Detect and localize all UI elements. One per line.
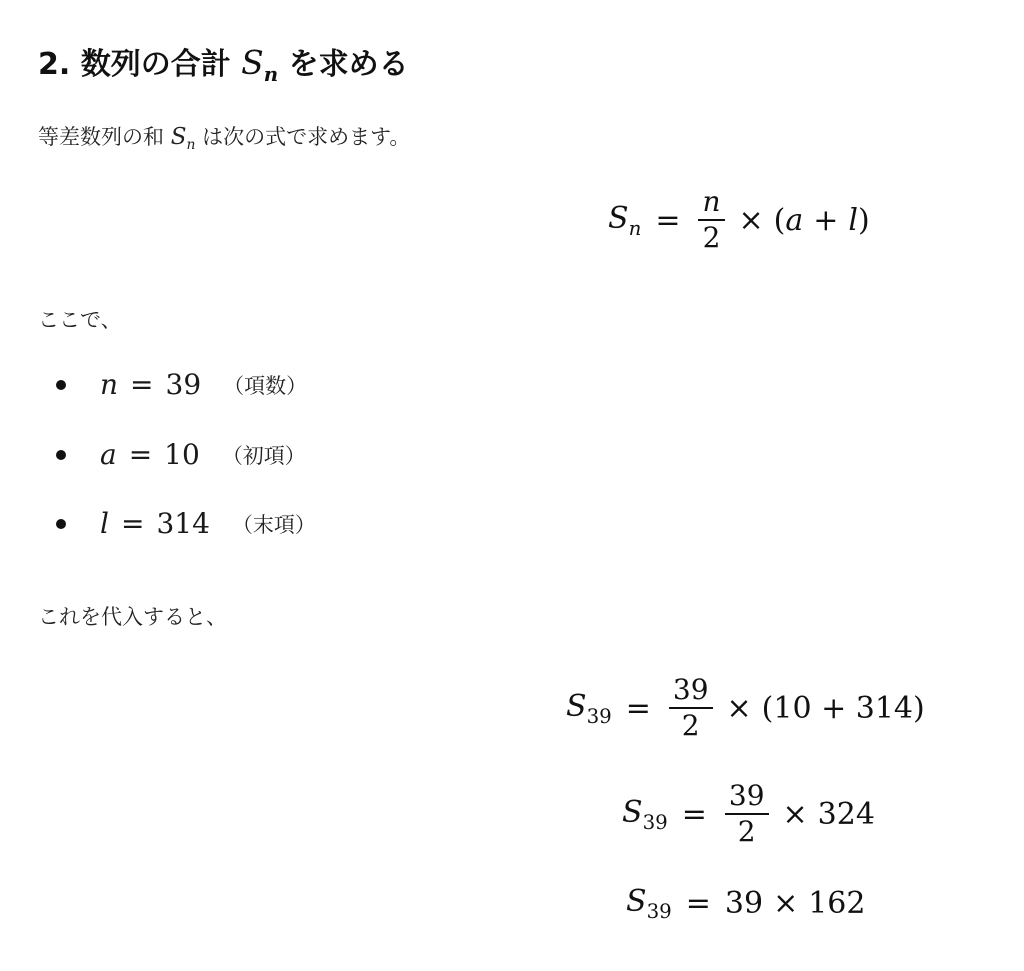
step3-lhs-var: S <box>626 884 647 919</box>
equation-step-2 <box>622 780 875 848</box>
definition-var: n <box>100 368 119 401</box>
formula-paren-group <box>774 203 870 238</box>
step3-factor-b: 162 <box>808 885 866 921</box>
list-item <box>56 438 306 471</box>
step3-factor-a: 39 <box>724 885 764 921</box>
step1-lhs <box>566 689 612 728</box>
step3-lhs-sub: 39 <box>646 899 672 923</box>
definition-note: （初項） <box>221 443 306 468</box>
heading-var: S <box>241 43 264 82</box>
step3-times: × <box>773 885 799 921</box>
intro-suffix: は次の式で求めます。 <box>202 125 411 149</box>
formula-a: a <box>785 202 804 238</box>
intro-var: S <box>170 124 187 150</box>
step3-lhs <box>626 884 672 923</box>
step2-lhs <box>622 795 668 834</box>
formula-lhs-sub: n <box>628 216 642 240</box>
step2-frac-den: 2 <box>737 815 756 848</box>
intro-sub: n <box>186 136 196 153</box>
definition-var: l <box>100 507 109 540</box>
section-heading <box>38 40 409 97</box>
step2-fraction <box>725 780 769 848</box>
step3-equals: = <box>685 885 711 921</box>
bullet-icon <box>56 380 66 390</box>
substitute-text: これを代入すると、 <box>38 605 227 629</box>
step1-frac-num: 39 <box>672 673 709 706</box>
step2-times: × <box>782 796 808 832</box>
formula-l: l <box>848 202 858 238</box>
step1-frac-den: 2 <box>681 709 700 742</box>
definition-note: （末項） <box>231 512 316 537</box>
formula-frac-num: n <box>702 185 721 218</box>
heading-prefix: 2. 数列の合計 <box>38 47 231 82</box>
sum-formula <box>608 186 870 254</box>
step1-fraction <box>669 674 713 742</box>
step1-equals: = <box>625 690 651 726</box>
step2-rhs: 324 <box>817 796 875 832</box>
step1-lhs-sub: 39 <box>586 704 612 728</box>
formula-times: × <box>738 202 764 238</box>
bullet-icon <box>56 450 66 460</box>
list-item <box>56 368 307 401</box>
heading-suffix: を求める <box>288 47 409 82</box>
definition-equation <box>100 438 200 471</box>
definition-equation <box>100 507 210 540</box>
formula-paren-close: ) <box>858 202 870 238</box>
list-item <box>56 507 316 540</box>
step1-rhs: (10 + 314) <box>761 690 925 726</box>
formula-frac-den: 2 <box>702 221 721 254</box>
definition-equals: = <box>120 507 145 540</box>
step2-lhs-var: S <box>622 794 643 830</box>
bullet-icon <box>56 519 66 529</box>
definition-note: （項数） <box>223 373 308 398</box>
intro-paragraph <box>38 122 410 160</box>
equation-step-3 <box>626 884 865 923</box>
equation-step-1 <box>566 674 925 742</box>
step2-frac-num: 39 <box>728 779 765 812</box>
formula-lhs <box>608 201 641 240</box>
step1-times: × <box>726 690 752 726</box>
formula-paren-open: ( <box>773 202 786 238</box>
step1-lhs-var: S <box>566 688 587 724</box>
definition-value: 314 <box>156 507 210 540</box>
intro-prefix: 等差数列の和 <box>38 125 164 149</box>
definition-equals: = <box>130 368 154 401</box>
where-text: ここで、 <box>38 308 122 332</box>
heading-sub: n <box>263 61 279 86</box>
formula-lhs-var: S <box>608 200 629 236</box>
definition-value: 39 <box>165 368 202 401</box>
definition-equals: = <box>128 438 153 471</box>
definition-var: a <box>100 438 117 471</box>
formula-equals: = <box>655 202 681 238</box>
formula-plus: + <box>813 202 839 238</box>
step2-lhs-sub: 39 <box>642 810 668 834</box>
formula-fraction <box>698 186 724 254</box>
definition-equation <box>100 368 201 401</box>
definition-value: 10 <box>164 438 200 471</box>
step2-equals: = <box>681 796 707 832</box>
heading-math <box>241 43 279 86</box>
